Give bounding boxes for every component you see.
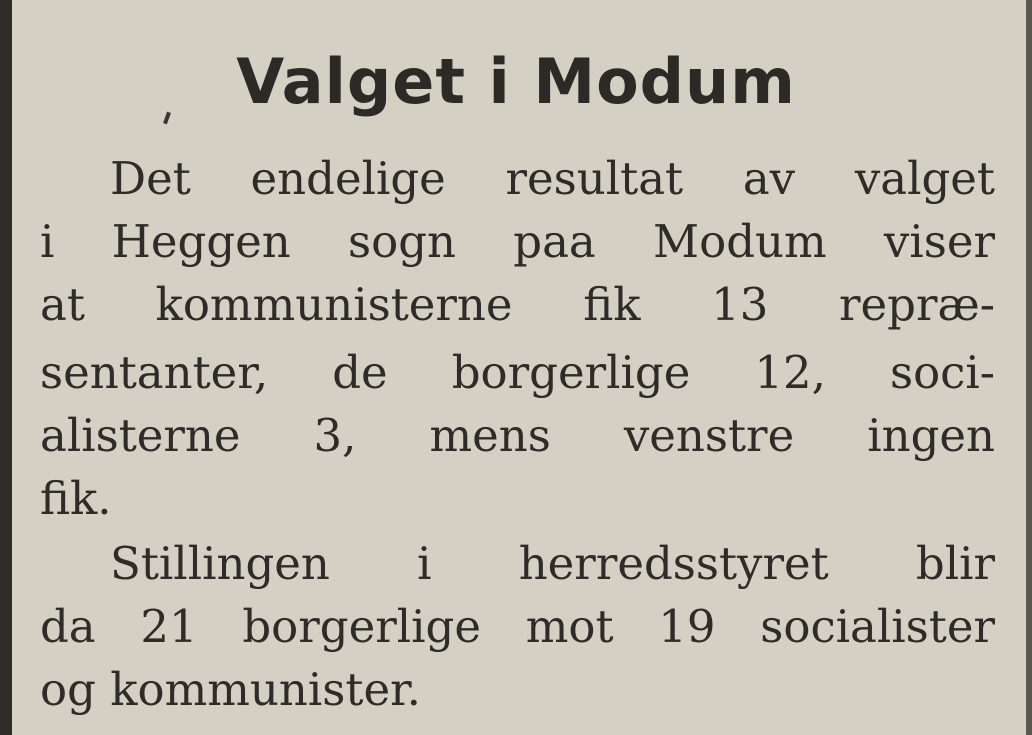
paragraph2-line-2: da 21 borgerlige mot 19 socialister [40, 600, 995, 653]
paragraph1-line-6: fik. [40, 472, 112, 525]
paragraph1-line-4: sentanter, de borgerlige 12, soci- [40, 346, 995, 399]
article-headline: Valget i Modum [236, 45, 796, 118]
paragraph1-line-2: i Heggen sogn paa Modum viser [40, 215, 995, 268]
paragraph2-line-3: og kommunister. [40, 663, 421, 716]
paragraph1-line-1: Det endelige resultat av valget [110, 152, 995, 205]
paragraph1-line-5: alisterne 3, mens venstre ingen [40, 409, 995, 462]
paragraph1-line-3: at kommunisterne fik 13 repræ- [40, 278, 995, 331]
paragraph2-line-1: Stillingen i herredsstyret blir [110, 537, 995, 590]
